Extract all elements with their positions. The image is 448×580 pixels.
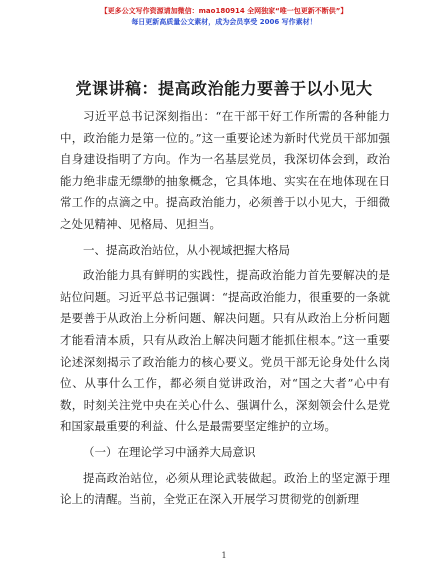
- subsection-heading-1: （一）在理论学习中涵养大局意识: [83, 444, 256, 459]
- promo-line-1: 【更多公文写作资源请加微信：mao180914 全网独家“唯一包更新不断供”】: [100, 7, 348, 15]
- paragraph-subsection-1: 提高政治站位，必须从理论武装做起。政治上的坚定源于理论上的清醒。当前，全党正在深入开展学习贯彻党的创新理: [60, 470, 390, 507]
- paragraph-intro: 习近平总书记深刻指出：“在干部干好工作所需的各种能力中，政治能力是第一位的。”这一重要论述为新时代党员干部加强自身建设指明了方向。作为一名基层党员，我深切体会到，政治能力绝非虚无缥缈的抽象概念，它具体地、实实在在地体现在日常工作的点滴之中。提高政治能力，必须善于以小见大，于细微之处见精神、见格局、见担当。: [60, 109, 390, 231]
- paragraph-section-1: 政治能力具有鲜明的实践性，提高政治能力首先要解决的是站位问题。习近平总书记强调：“提高政治能力，很重要的一条就是要善于从政治上分析问题、解决问题。只有从政治上分析问题才能看清本质，只有从政治上解决问题才能抓住根本。”这一重要论述深刻揭示了政治能力的核心要义。党员干部无论身处什么岗位、从事什么工作，都必须自觉讲政治，对“国之大者”心中有数，时刻关注党中央在关心什么、强调什么，深刻领会什么是党和国家最重要的利益、什么是最需要坚定维护的立场。: [60, 268, 390, 434]
- promo-line-2: 每日更新高质量公文素材，成为会员享受 2006 写作素材！: [131, 18, 317, 26]
- document-body: [60, 106, 390, 511]
- page-number: 1: [221, 551, 227, 560]
- section-heading-1: 一、提高政治站位，从小视域把握大格局: [83, 242, 290, 257]
- promo-banner: [0, 6, 448, 28]
- document-title: 党课讲稿：提高政治能力要善于以小见大: [75, 79, 373, 98]
